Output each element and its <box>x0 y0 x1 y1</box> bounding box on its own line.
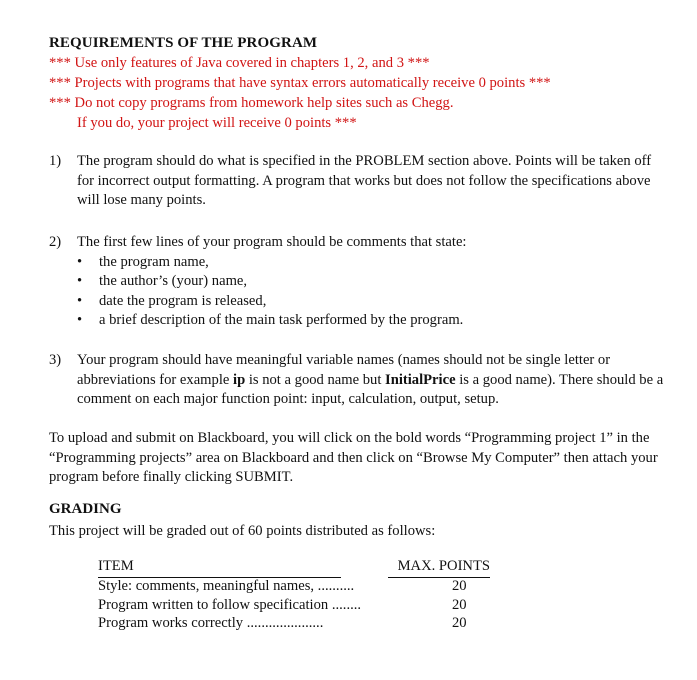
grading-item-label: Program works correctly ..................... <box>98 615 324 631</box>
bullet-icon: • <box>77 292 83 309</box>
upload-instructions: To upload and submit on Blackboard, you will click on the bold words “Programming project 1” in the “Programming projects” area on Blackboard and then click on “Browse My Computer” then attach your program before finally clicking SUBMIT. <box>49 430 658 485</box>
warning-syntax-errors: *** Projects with programs that have syntax errors automatically receive 0 points *** <box>49 75 551 91</box>
column-header-item: ITEM <box>98 557 341 578</box>
grading-item-label: Style: comments, meaningful names, .......... <box>98 578 355 594</box>
item-number: 3) <box>49 352 62 368</box>
item-text: The first few lines of your program should be comments that state: <box>77 234 467 250</box>
table-row <box>98 596 490 615</box>
warning-no-copy: *** Do not copy programs from homework help sites such as Chegg. <box>49 95 454 111</box>
grading-heading: GRADING <box>49 501 122 517</box>
table-row <box>98 614 490 633</box>
bullet-icon: • <box>77 273 83 289</box>
item-number: 1) <box>49 153 62 169</box>
grading-item-label: Program written to follow specification ........ <box>98 596 362 613</box>
grading-item-points: 20 <box>452 615 467 631</box>
column-header-max-points: MAX. POINTS <box>388 557 490 578</box>
item-number: 2) <box>49 234 62 250</box>
warning-no-copy-continued: If you do, your project will receive 0 points *** <box>77 115 357 131</box>
grading-table-header <box>98 557 490 577</box>
grading-item-points: 20 <box>452 578 467 594</box>
bold-example-ip: ip <box>233 371 246 388</box>
table-row <box>98 577 490 596</box>
warning-java-features: *** Use only features of Java covered in chapters 1, 2, and 3 *** <box>49 55 430 71</box>
item-text: Your program should have meaningful variable names (names should not be single letter or abbreviations for example ip is not a good name but InitialPrice is a good name). There should be a comment on each major function point: input, calculation, output, setup. <box>77 352 664 407</box>
list-item: • a brief description of the main task performed by the program. <box>77 311 669 331</box>
requirement-item-1 <box>49 152 669 211</box>
comment-requirements-list <box>77 253 669 331</box>
list-item: • the program name, <box>77 253 669 273</box>
bullet-icon: • <box>77 312 83 328</box>
grading-table <box>98 557 490 633</box>
requirements-heading: REQUIREMENTS OF THE PROGRAM <box>49 35 318 51</box>
list-item: • the author’s (your) name, <box>77 272 669 292</box>
requirement-item-2 <box>49 233 669 331</box>
bold-example-initialprice: InitialPrice <box>385 371 456 388</box>
item-text: The program should do what is specified in the PROBLEM section above. Points will be taken off for incorrect output formatting. A program that works but does not follow the specifications above will lose many points. <box>77 153 652 208</box>
grading-item-points: 20 <box>452 596 467 613</box>
list-item: • date the program is released, <box>77 292 669 312</box>
requirement-item-3 <box>49 351 669 410</box>
bullet-icon: • <box>77 253 83 270</box>
grading-subtitle: This project will be graded out of 60 points distributed as follows: <box>49 523 436 539</box>
